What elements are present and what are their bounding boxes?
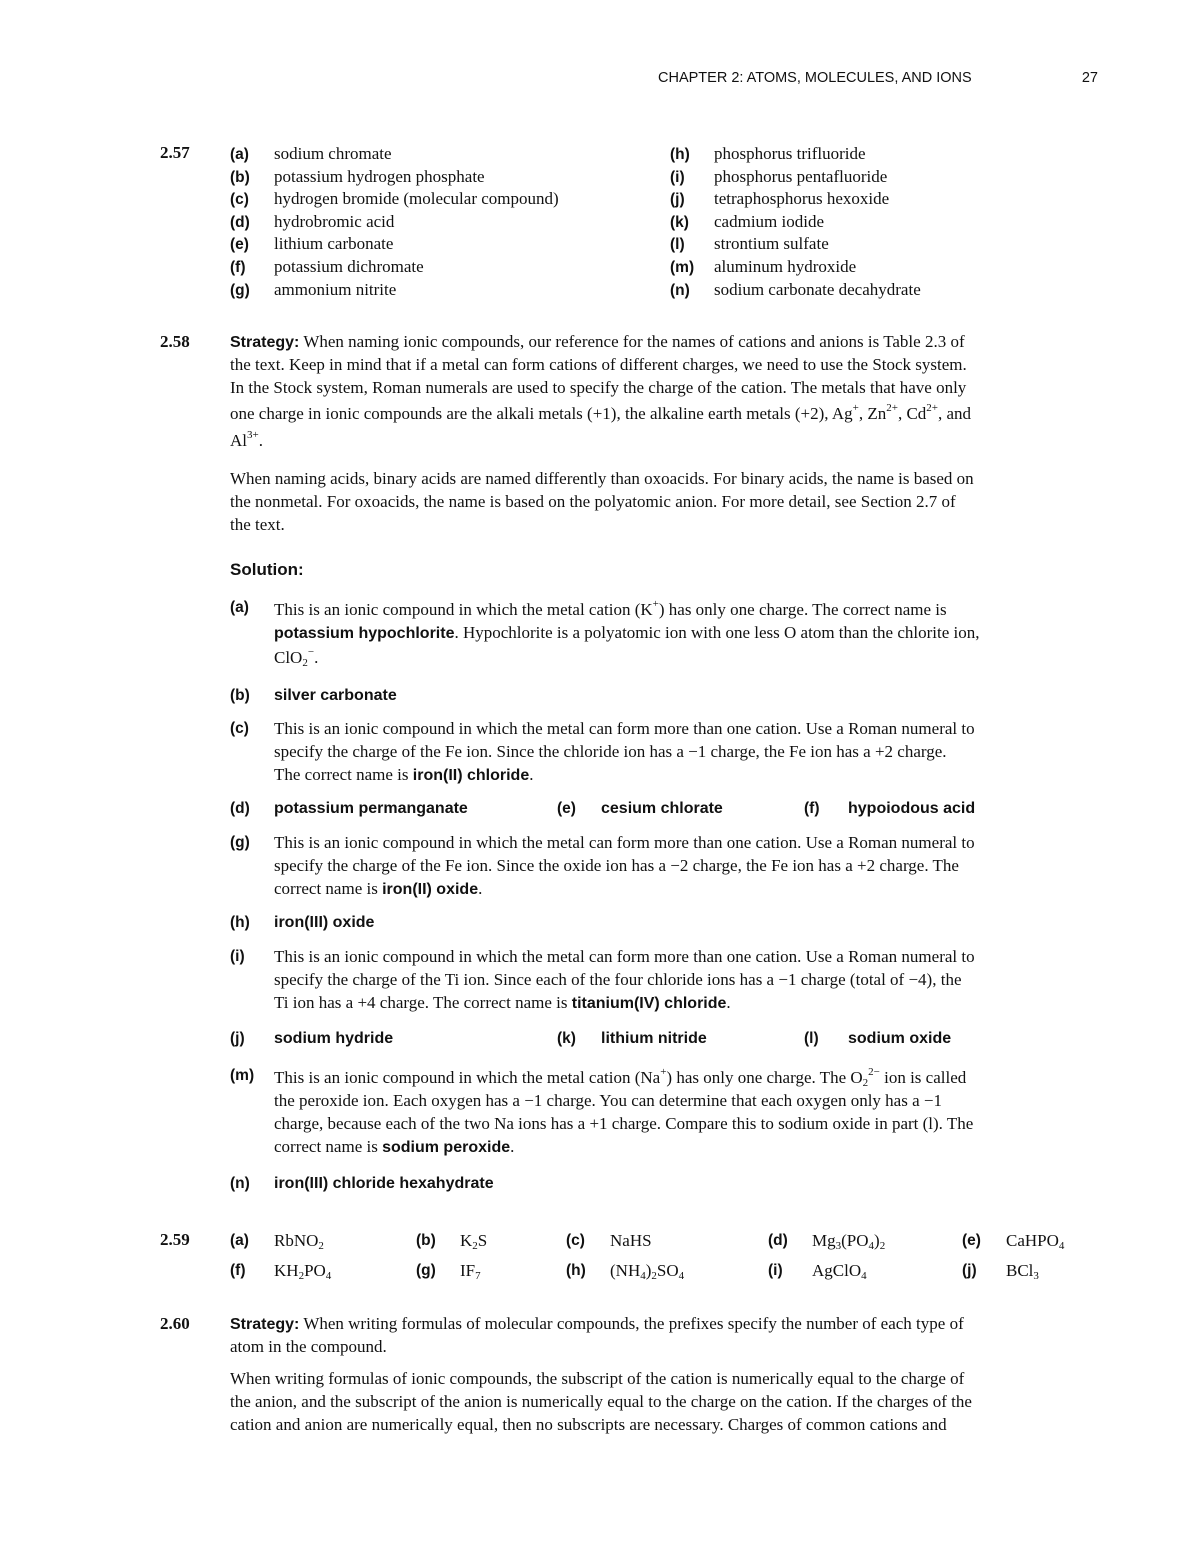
formula: RbNO$_2$ [274, 1231, 324, 1252]
item-text: phosphorus pentafluoride [714, 166, 888, 186]
item-text: phosphorus trifluoride [714, 144, 866, 163]
formula: CaHPO$_4$ [1006, 1231, 1065, 1252]
item-label: (k) [670, 213, 689, 231]
formula-label: (d) [768, 1232, 788, 1249]
problem-number-2-59: 2.59 [160, 1230, 190, 1249]
strategy-label: Strategy: [230, 334, 300, 351]
item-label: (d) [230, 213, 250, 231]
item-text: sodium chromate [274, 144, 392, 163]
formula-label: (e) [962, 1232, 981, 1249]
formula: $(NH_4)_2SO_4$ [610, 1261, 685, 1282]
item-text: hydrobromic acid [274, 211, 395, 231]
formula-label: (g) [416, 1262, 436, 1279]
formula: $Mg_3(PO_4)_2$ [812, 1231, 886, 1252]
formula: $K_2S$ [460, 1231, 488, 1252]
formula-label: (h) [566, 1262, 586, 1279]
item-text: aluminum hydroxide [714, 257, 857, 276]
item-label: (b) [230, 168, 250, 186]
problem-number-2-57: 2.57 [160, 143, 190, 162]
problem-number-2-58: 2.58 [160, 332, 190, 351]
item-text: potassium dichromate [274, 257, 424, 276]
item-label: (j) [670, 191, 685, 209]
item-text: potassium hydrogen phosphate [274, 166, 485, 186]
formula: BCl$_3$ [1006, 1261, 1039, 1282]
page-number: 27 [1081, 70, 1098, 86]
formula: $IF_7$ [460, 1261, 481, 1282]
formula-label: (b) [416, 1232, 436, 1249]
item-label: (l) [670, 236, 685, 254]
item-label: (h) [670, 146, 690, 163]
formula: AgClO$_4$ [812, 1261, 867, 1282]
item-text: strontium sulfate [714, 234, 829, 254]
formula: $KH_2PO_4$ [274, 1261, 332, 1282]
item-text: cadmium iodide [714, 211, 825, 231]
strategy-2-58: Strategy: When naming ionic compounds, our reference for the names of cations and anions is Table 2.3 of the text. Keep in mind that if a metal can form cations of different charges, we need to use the Stock system. In the Stock system, Roman numerals are used to specify the charge of the cation. The metals that have only one charge in ionic compounds are the alkali metals (+1), the alkaline earth metals (+2), Ag+, $Zn^{2+}$, $Cd^{2+}$, and $Al^{3+}$. [230, 332, 972, 450]
item-text: sodium carbonate decahydrate [714, 279, 921, 299]
formula-label: (f) [230, 1262, 246, 1279]
item-text: ammonium nitrite [274, 279, 397, 299]
formula-label: (j) [962, 1262, 977, 1279]
chapter-title: CHAPTER 2: ATOMS, MOLECULES, AND IONS [658, 70, 972, 86]
acids-paragraph-2-58: When naming acids, binary acids are named differently than oxoacids. For binary acids, the name is based on the nonmetal. For oxoacids, the name is based on the polyatomic anion. For more detail, see Section 2.7 of the text. [230, 469, 974, 534]
item-label: (i) [670, 168, 685, 186]
solution-label: Solution: [230, 560, 304, 579]
ionic-formulas-paragraph-2-60: When writing formulas of ionic compounds, the subscript of the cation is numerically equal to the charge of the anion, and the subscript of the anion is numerically equal to the charge on the cation. If the charges of the cation and anion are numerically equal, then no subscripts are necessary. Charges of common cations and [230, 1369, 972, 1434]
item-label: (m) [670, 259, 695, 276]
problem-number-2-60: 2.60 [160, 1314, 190, 1333]
formula-label: (i) [768, 1262, 783, 1279]
formula: NaHS [610, 1231, 652, 1250]
item-label: (n) [670, 281, 690, 299]
strategy-2-60: Strategy: When writing formulas of molecular compounds, the prefixes specify the number of each type of atom in the compound. [230, 1314, 964, 1356]
formula-label: (c) [566, 1232, 585, 1249]
item-text: tetraphosphorus hexoxide [714, 189, 890, 209]
item-label: (a) [230, 146, 249, 163]
item-label: (c) [230, 191, 249, 209]
formula-label: (a) [230, 1232, 249, 1249]
item-text: hydrogen bromide (molecular compound) [274, 189, 559, 209]
item-label: (e) [230, 236, 249, 254]
item-text: lithium carbonate [274, 234, 394, 254]
item-label: (f) [230, 259, 246, 276]
item-label: (g) [230, 281, 250, 299]
